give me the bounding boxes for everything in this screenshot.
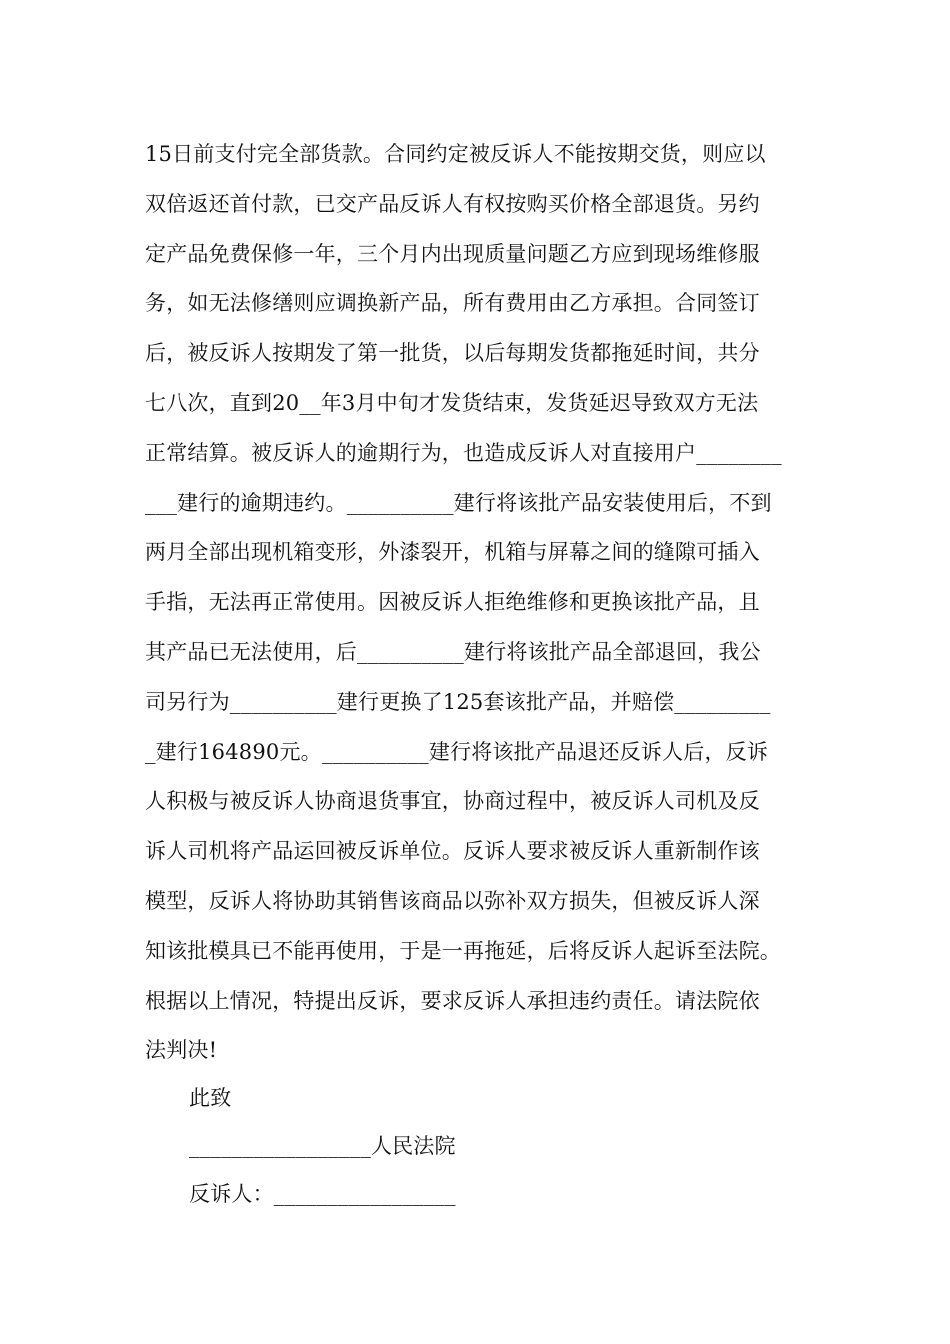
body-line-18: 根据以上情况，特提出反诉，要求反诉人承担违约责任。请法院依 — [145, 988, 760, 1013]
body-line-7: 正常结算。被反诉人的逾期行为，也造成反诉人对直接用户________ — [145, 440, 782, 465]
closing-salutation: 此致 — [189, 1086, 232, 1110]
body-line-8: ___建行的逾期违约。__________建行将该批产品安装使用后，不到 — [145, 490, 772, 515]
body-line-9: 两月全部出现机箱变形，外漆裂开，机箱与屏幕之间的缝隙可插入 — [145, 540, 760, 565]
body-line-6: 七八次，直到20__年3月中旬才发货结束，发货延迟导致双方无法 — [145, 390, 759, 415]
body-line-1: 15日前支付完全部货款。合同约定被反诉人不能按期交货，则应以 — [145, 142, 766, 166]
body-line-17: 知该批模具已不能再使用，于是一再拖延，后将反诉人起诉至法院。 — [145, 938, 781, 963]
document-body — [145, 130, 825, 1076]
body-line-2: 双倍返还首付款，已交产品反诉人有权按购买价格全部退货。另约 — [145, 191, 760, 216]
body-line-13: _建行164890元。__________建行将该批产品退还反诉人后，反诉 — [145, 739, 769, 764]
body-line-15: 诉人司机将产品运回被反诉单位。反诉人要求被反诉人重新制作该 — [145, 839, 760, 864]
body-line-14: 人积极与被反诉人协商退货事宜，协商过程中，被反诉人司机及反 — [145, 789, 760, 814]
body-line-10: 手指，无法再正常使用。因被反诉人拒绝维修和更换该批产品，且 — [145, 590, 760, 615]
body-line-5: 后，被反诉人按期发了第一批货，以后每期发货都拖延时间，共分 — [145, 341, 760, 366]
body-line-11: 其产品已无法使用，后__________建行将该批产品全部退回，我公 — [145, 639, 761, 664]
body-line-3: 定产品免费保修一年，三个月内出现质量问题乙方应到现场维修服 — [145, 241, 760, 266]
body-line-16: 模型，反诉人将协助其销售该商品以弥补双方损失，但被反诉人深 — [145, 888, 760, 913]
court-addressee-line: _________________人民法院 — [189, 1134, 456, 1158]
body-line-19: 法判决! — [145, 1038, 218, 1063]
counter-claimant-signature-line: 反诉人：_________________ — [189, 1182, 456, 1206]
body-line-4: 务，如无法修缮则应调换新产品，所有费用由乙方承担。合同签订 — [145, 291, 760, 316]
body-line-12: 司另行为__________建行更换了125套该批产品，并赔偿_________ — [145, 689, 771, 714]
